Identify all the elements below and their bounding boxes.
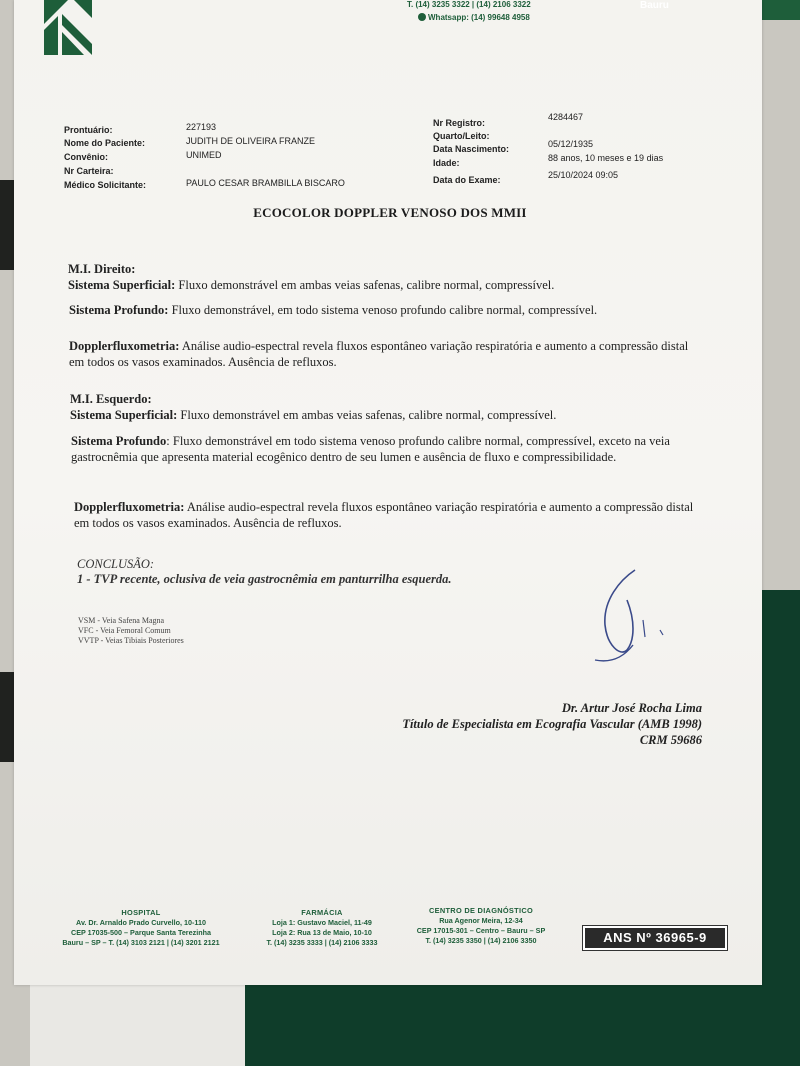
direito-dop-label: Dopplerfluxometria: xyxy=(69,339,180,353)
direito-section xyxy=(68,262,678,293)
background-green-folder-bottom xyxy=(240,985,800,1066)
abbreviation-item: VSM - Veia Safena Magna xyxy=(78,616,165,625)
direito-prof-text: Fluxo demonstrável, em todo sistema venoso profundo calibre normal, compressível. xyxy=(168,303,598,317)
footer-farmacia: FARMÁCIA Loja 1: Gustavo Maciel, 11-49 Loja 2: Rua 13 de Maio, 10-10 T. (14) 3235 3333 | (14) 2106 3333 xyxy=(266,908,378,947)
direito-doppler xyxy=(69,339,689,370)
prontuario-label: Prontuário: xyxy=(64,125,113,135)
esquerdo-dop-text: Análise audio-espectral revela fluxos espontâneo variação respiratória e aumento a compressão distal em todos os vasos examinados. Ausência de refluxos. xyxy=(74,500,694,530)
esquerdo-sup-text: Fluxo demonstrável em ambas veias safenas, calibre normal, compressível. xyxy=(177,407,557,422)
whatsapp-icon xyxy=(418,13,426,21)
direito-heading: M.I. Direito: xyxy=(68,262,136,276)
idade-label: Idade: xyxy=(433,158,460,168)
esquerdo-sup-label: Sistema Superficial: xyxy=(70,407,178,422)
esquerdo-prof-label: Sistema Profundo xyxy=(71,434,167,448)
quarto-label: Quarto/Leito: xyxy=(433,131,490,141)
esquerdo-profundo xyxy=(71,434,696,465)
registro-label: Nr Registro: xyxy=(433,118,486,128)
direito-profundo xyxy=(69,303,689,319)
direito-sup-label: Sistema Superficial: xyxy=(68,277,176,292)
signatory-block xyxy=(402,700,702,748)
esquerdo-doppler xyxy=(74,500,699,531)
convenio-label: Convênio: xyxy=(64,152,108,162)
esquerdo-section xyxy=(70,392,690,423)
exame-label: Data do Exame: xyxy=(433,175,501,185)
nascimento-value: 05/12/1935 xyxy=(548,139,594,149)
footer-hospital: HOSPITAL Av. Dr. Arnaldo Prado Curvello, 10-110 CEP 17035-500 – Parque Santa Terezinha Bauru – SP – T. (14) 3103 2121 | (14) 3201 2121 xyxy=(62,908,220,947)
abbreviations-list xyxy=(78,616,184,646)
signatory-title: Título de Especialista em Ecografia Vascular (AMB 1998) xyxy=(402,717,702,731)
header-whatsapp: Whatsapp: (14) 99648 4958 xyxy=(418,13,530,22)
direito-prof-label: Sistema Profundo: xyxy=(69,303,169,317)
exame-value: 25/10/2024 09:05 xyxy=(548,170,619,180)
carteira-label: Nr Carteira: xyxy=(64,166,114,176)
ans-badge: ANS Nº 36965-9 xyxy=(583,926,727,950)
medico-value: PAULO CESAR BRAMBILLA BISCARO xyxy=(186,178,345,188)
registro-value: 4284467 xyxy=(548,112,584,122)
direito-sup-text: Fluxo demonstrável em ambas veias safenas, calibre normal, compressível. xyxy=(175,277,555,292)
esquerdo-dop-label: Dopplerfluxometria: xyxy=(74,500,185,514)
hospital-logo-icon xyxy=(44,0,92,55)
signatory-name: Dr. Artur José Rocha Lima xyxy=(561,701,702,715)
signatory-crm: CRM 59686 xyxy=(639,733,702,747)
handwritten-signature xyxy=(565,565,705,675)
conclusion xyxy=(77,557,452,587)
patient-name-label: Nome do Paciente: xyxy=(64,138,146,148)
conclusion-heading: CONCLUSÃO: xyxy=(77,557,155,571)
esquerdo-heading: M.I. Esquerdo: xyxy=(70,392,152,406)
header-city: Bauru xyxy=(640,0,669,11)
exam-title: ECOCOLOR DOPPLER VENOSO DOS MMII xyxy=(253,205,527,220)
direito-dop-text: Análise audio-espectral revela fluxos espontâneo variação respiratória e aumento a compressão distal em todos os vasos examinados. Ausência de refluxos. xyxy=(69,339,689,369)
footer-centro-diagnostico: CENTRO DE DIAGNÓSTICO Rua Agenor Meira, 12-34 CEP 17015-301 – Centro – Bauru – SP T. (14) 3235 3350 | (14) 2106 3350 xyxy=(416,906,546,945)
abbreviation-item: VFC - Veia Femoral Comum xyxy=(78,626,171,635)
patient-name-value: JUDITH DE OLIVEIRA FRANZE xyxy=(186,136,316,146)
nascimento-label: Data Nascimento: xyxy=(433,144,510,154)
prontuario-value: 227193 xyxy=(186,122,217,132)
convenio-value: UNIMED xyxy=(186,150,222,160)
esquerdo-prof-text: : Fluxo demonstrável em todo sistema venoso profundo calibre normal, compressível, exceto na veia gastrocnêmia que apresenta material ecogênico dentro de seu lumen e ausência de fluxo e compressibilidade. xyxy=(71,434,670,464)
header-phone: T. (14) 3235 3322 | (14) 2106 3322 xyxy=(407,0,531,9)
abbreviation-item: VVTP - Veias Tibiais Posteriores xyxy=(78,636,184,645)
conclusion-item: 1 - TVP recente, oclusiva de veia gastrocnêmia em panturrilha esquerda. xyxy=(77,572,452,586)
medico-label: Médico Solicitante: xyxy=(64,180,147,190)
paper-edge xyxy=(30,985,245,1066)
idade-value: 88 anos, 10 meses e 19 dias xyxy=(548,153,664,163)
